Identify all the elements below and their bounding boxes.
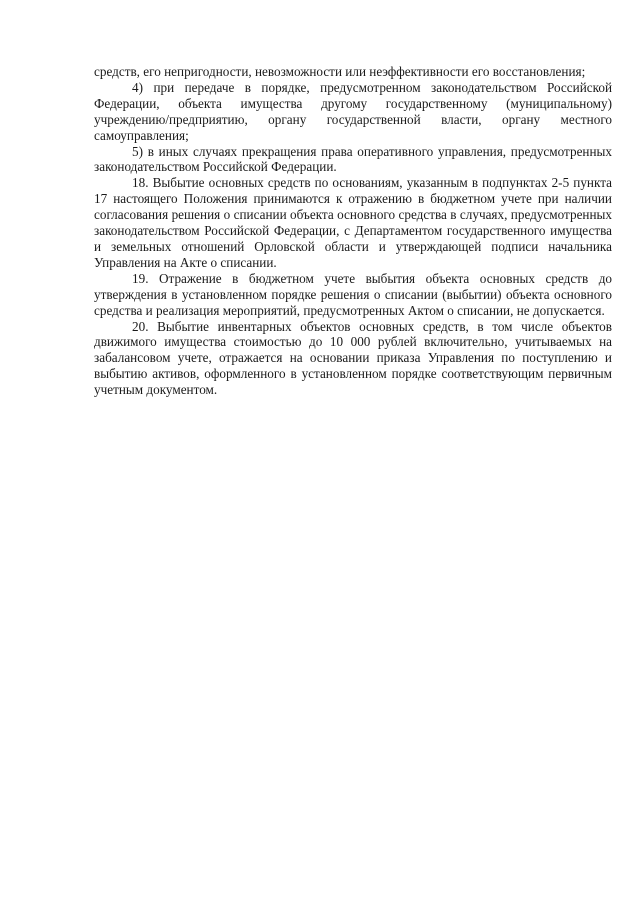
paragraph-item-4: 4) при передаче в порядке, предусмотренном законодательством Российской Федерации, объекта имущества другому государственному (муниципальному) учреждению/предприятию, органу государственной власти, органу местного самоуправления; xyxy=(94,79,612,143)
document-body xyxy=(94,64,612,398)
paragraph-item-5: 5) в иных случаях прекращения права оперативного управления, предусмотренных законодательством Российской Федерации. xyxy=(94,143,612,175)
paragraph-20: 20. Выбытие инвентарных объектов основных средств, в том числе объектов движимого имущества стоимостью до 10 000 рублей включительно, учитываемых на забалансовом учете, отражается на основании приказа Управления по поступлению и выбытию активов, оформленного в установленном порядке соответствующим первичным учетным документом. xyxy=(94,318,612,398)
paragraph-continuation: средств, его непригодности, невозможности или неэффективности его восстановления; xyxy=(94,64,586,79)
paragraph-18: 18. Выбытие основных средств по основаниям, указанным в подпунктах 2-5 пункта 17 настоящего Положения принимаются к отражению в бюджетном учете при наличии согласования решения о списании объекта основного средства в случаях, предусмотренных законодательством Российской Федерации, с Департаментом государственного имущества и земельных отношений Орловской области и утверждающей подписи начальника Управления на Акте о списании. xyxy=(94,175,612,270)
paragraph-19: 19. Отражение в бюджетном учете выбытия объекта основных средств до утверждения в установленном порядке решения о списании (выбытии) объекта основного средства и реализация мероприятий, предусмотренных Актом о списании, не допускается. xyxy=(94,270,612,318)
